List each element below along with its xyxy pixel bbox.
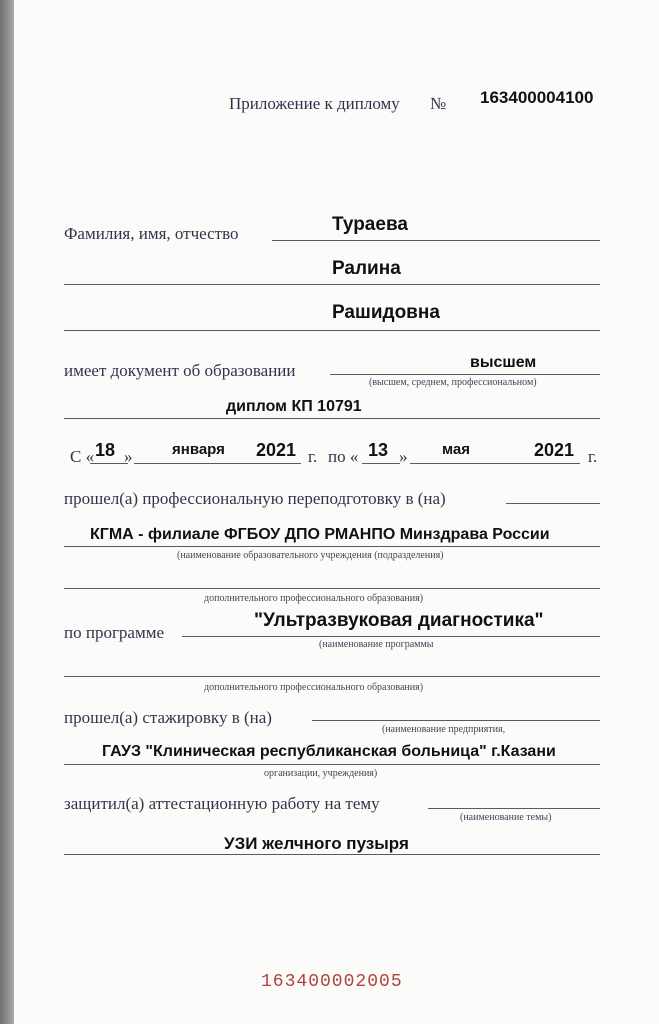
program-caption-1: (наименование программы bbox=[319, 639, 434, 650]
education-document: диплом КП 10791 bbox=[226, 398, 362, 415]
period-g2: г. bbox=[588, 447, 598, 466]
internship-label: прошел(а) стажировку в (на) bbox=[64, 708, 272, 727]
header-label: Приложение к диплому bbox=[229, 94, 400, 113]
underline bbox=[64, 676, 600, 677]
underline bbox=[362, 463, 400, 464]
underline bbox=[272, 240, 600, 241]
underline bbox=[64, 546, 600, 547]
period-to-close: » bbox=[399, 447, 408, 466]
period-from-close: » bbox=[124, 447, 133, 466]
underline bbox=[182, 636, 600, 637]
underline bbox=[64, 854, 600, 855]
underline bbox=[256, 463, 301, 464]
period-from-day: 18 bbox=[95, 440, 116, 460]
education-value: высшем bbox=[470, 354, 537, 371]
person-surname: Тураева bbox=[332, 214, 408, 235]
period-to-day: 13 bbox=[368, 440, 389, 460]
program-value: "Ультразвуковая диагностика" bbox=[254, 610, 544, 631]
period-to-month: мая bbox=[442, 441, 470, 458]
header-number: 163400004100 bbox=[480, 88, 594, 107]
retraining-caption-2: дополнительного профессионального образования) bbox=[204, 593, 424, 604]
header-number-sign: № bbox=[430, 94, 447, 113]
retraining-institution: КГМА - филиале ФГБОУ ДПО РМАНПО Минздрава России bbox=[90, 526, 550, 543]
underline bbox=[64, 284, 600, 285]
program-label: по программе bbox=[64, 623, 165, 642]
underline bbox=[410, 463, 532, 464]
program-caption-2: дополнительного профессионального образования) bbox=[204, 682, 424, 693]
underline bbox=[90, 463, 128, 464]
underline bbox=[330, 374, 600, 375]
internship-value: ГАУЗ "Клиническая республиканская больница" г.Казани bbox=[102, 743, 556, 760]
thesis-label: защитил(а) аттестационную работу на тему bbox=[64, 794, 380, 813]
education-caption: (высшем, среднем, профессиональном) bbox=[369, 377, 537, 388]
thesis-caption: (наименование темы) bbox=[460, 812, 552, 823]
period-g1: г. bbox=[308, 447, 318, 466]
underline bbox=[532, 463, 580, 464]
underline bbox=[428, 808, 600, 809]
footer-serial-number: 163400002005 bbox=[261, 972, 403, 992]
period-to-prefix: по « bbox=[328, 447, 359, 466]
underline bbox=[64, 764, 600, 765]
underline bbox=[64, 588, 600, 589]
underline bbox=[312, 720, 600, 721]
underline bbox=[64, 330, 600, 331]
underline bbox=[506, 503, 600, 504]
period-from-month: января bbox=[172, 441, 225, 458]
person-label: Фамилия, имя, отчество bbox=[64, 224, 239, 243]
period-from-prefix: С « bbox=[70, 447, 95, 466]
underline bbox=[134, 463, 256, 464]
internship-caption-2: организации, учреждения) bbox=[264, 768, 378, 779]
period-from-year: 2021 bbox=[256, 440, 297, 460]
scan-edge-shadow bbox=[0, 0, 14, 1024]
period-to-year: 2021 bbox=[534, 440, 575, 460]
underline bbox=[64, 418, 600, 419]
person-name: Ралина bbox=[332, 258, 401, 279]
internship-caption-1: (наименование предприятия, bbox=[382, 724, 506, 735]
diploma-appendix-sheet bbox=[14, 0, 659, 1024]
retraining-caption-1: (наименование образовательного учреждения (подразделения) bbox=[177, 550, 444, 561]
education-label: имеет документ об образовании bbox=[64, 361, 296, 380]
person-patronymic: Рашидовна bbox=[332, 302, 440, 323]
retraining-label: прошел(а) профессиональную переподготовку в (на) bbox=[64, 489, 446, 508]
thesis-value: УЗИ желчного пузыря bbox=[224, 834, 409, 853]
